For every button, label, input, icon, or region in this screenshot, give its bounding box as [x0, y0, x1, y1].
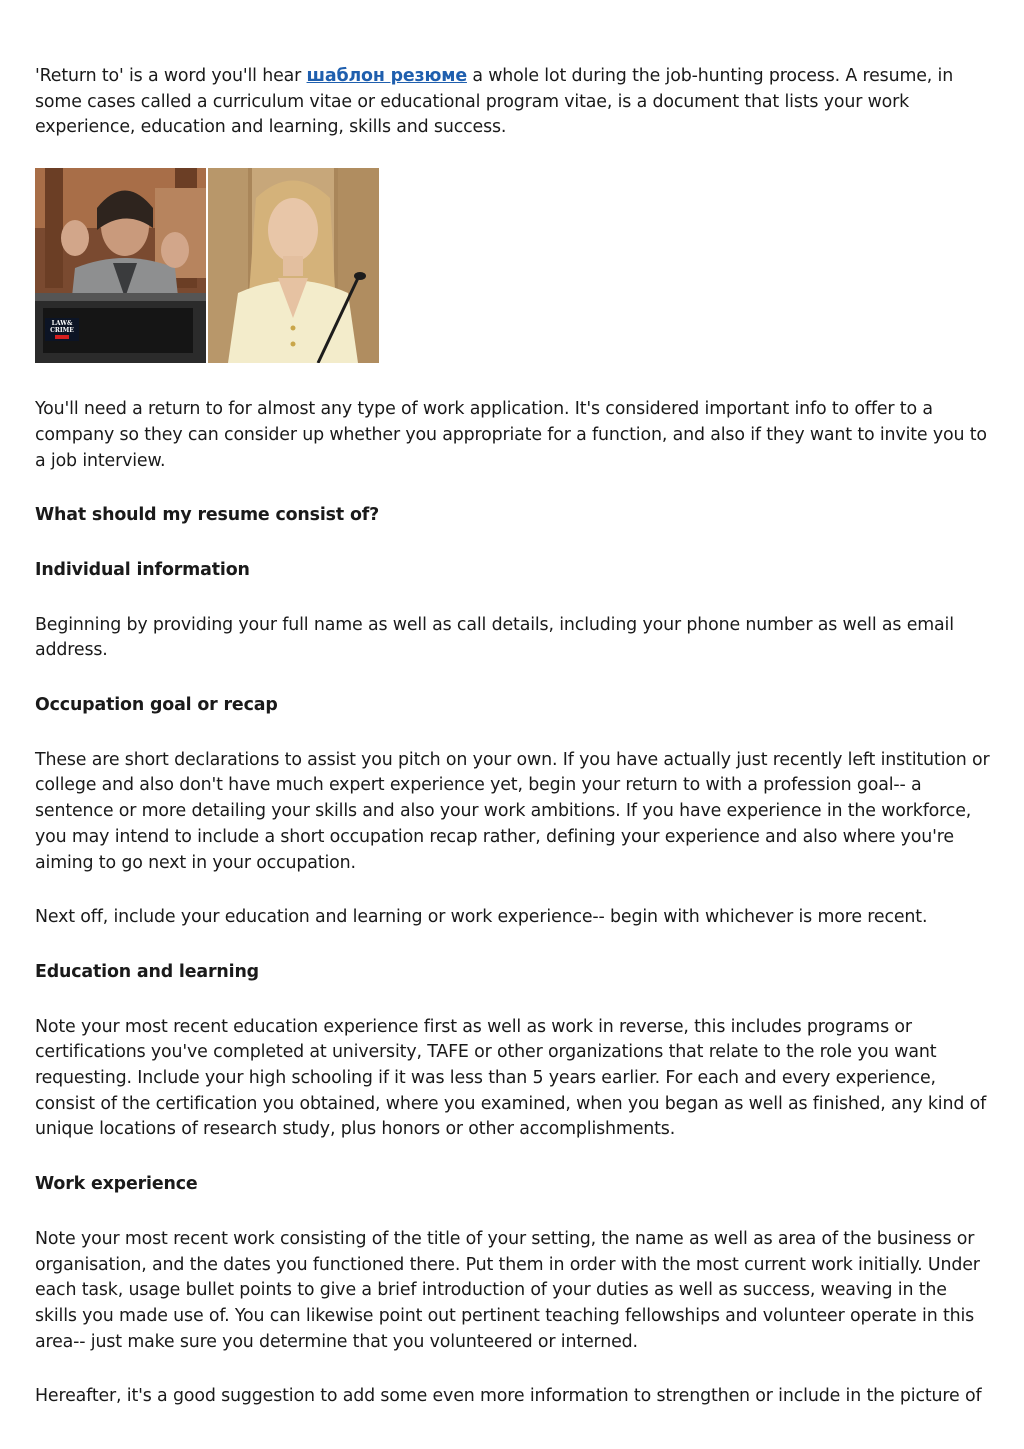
courtroom-photo-left	[35, 168, 206, 363]
intro-paragraph	[35, 64, 990, 141]
courtroom-photo-right	[208, 168, 379, 363]
heading-resume-contents: What should my resume consist of?	[35, 505, 380, 526]
paragraph-5: Note your most recent education experience first as well as work in reverse, this includes programs or certifications you've completed at university, TAFE or other organizations that relate to the role you want requesting. Include your high schooling if it was less than 5 years earlier. For each and every experience, consist of the certification you obtained, where you examined, when you began as well as finished, any kind of unique locations of research study, plus honors or other accomplishments.	[35, 1016, 987, 1140]
article-body	[35, 64, 990, 1410]
badge-play-icon	[55, 335, 69, 339]
intro-text-end: a whole lot during the job-hunting process. A resume, in some cases called a curriculum vitae or educational program vitae, is a document that lists your work experience, education and learning, skills and success.	[35, 66, 954, 138]
badge-line-1: LAW&	[51, 320, 73, 328]
paragraph-7: Hereafter, it's a good suggestion to add some even more information to strengthen or include in the picture of	[35, 1386, 982, 1407]
badge-line-2: CRIME	[50, 327, 74, 335]
law-crime-badge	[45, 318, 79, 341]
paragraph-3: These are short declarations to assist you pitch on your own. If you have actually just recently left institution or college and also don't have much expert experience yet, begin your return to with a profession goal-- a sentence or more detailing your skills and also your work ambitions. If you have experience in the workforce, you may intend to include a short occupation recap rather, defining your experience and also where you're aiming to go next in your occupation.	[35, 749, 990, 873]
intro-text-start: 'Return to' is a word you'll hear	[35, 66, 307, 86]
article-image	[35, 168, 380, 363]
paragraph-2: Beginning by providing your full name as well as call details, including your phone number as well as email address.	[35, 614, 954, 661]
heading-personal-info: Individual information	[35, 559, 250, 580]
heading-education: Education and learning	[35, 961, 259, 982]
heading-career-goal: Occupation goal or recap	[35, 695, 278, 716]
heading-work-experience: Work experience	[35, 1174, 198, 1195]
paragraph-4: Next off, include your education and learning or work experience-- begin with whichever is more recent.	[35, 907, 928, 928]
resume-template-link[interactable]: шаблон резюме	[306, 66, 467, 86]
paragraph-1: You'll need a return to for almost any type of work application. It's considered important info to offer to a company so they can consider up whether you appropriate for a function, and also if they want to invite you to a job interview.	[35, 399, 987, 471]
paragraph-6: Note your most recent work consisting of the title of your setting, the name as well as area of the business or organisation, and the dates you functioned there. Put them in order with the most current work initially. Under each task, usage bullet points to give a brief introduction of your duties as well as success, weaving in the skills you made use of. You can likewise point out pertinent teaching fellowships and volunteer operate in this area-- just make sure you determine that you volunteered or interned.	[35, 1228, 980, 1352]
